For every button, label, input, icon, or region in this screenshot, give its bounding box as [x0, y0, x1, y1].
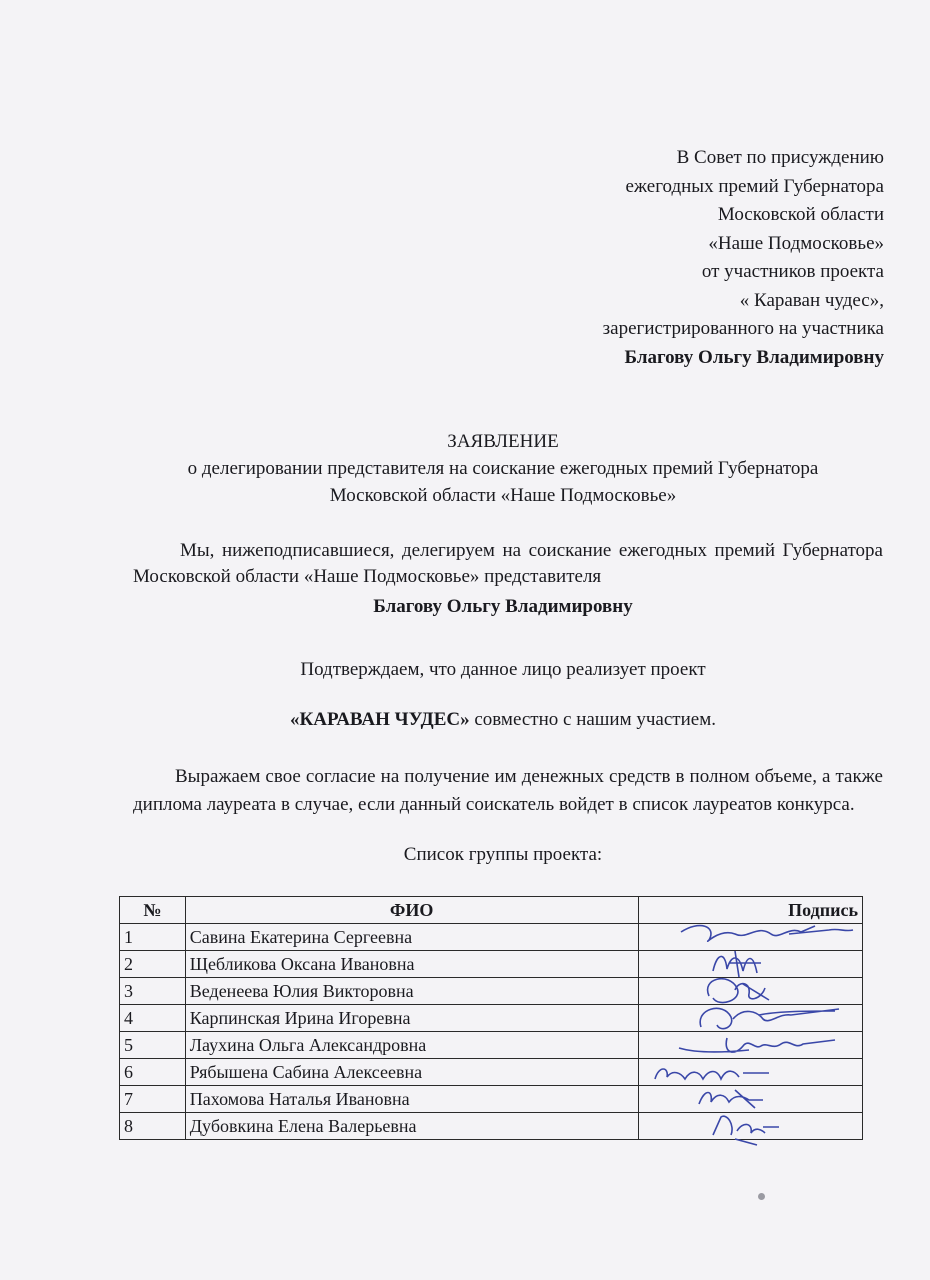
- header-signature: Подпись: [638, 897, 862, 924]
- title-line-1: о делегировании представителя на соискание ежегодных премий Губернатора: [187, 458, 819, 479]
- addressee-line: зарегистрированного на участника: [602, 318, 884, 339]
- addressee-block: [603, 144, 884, 372]
- row-number: 5: [120, 1032, 186, 1059]
- addressee-name: Благову Ольгу Владимировну: [624, 346, 884, 368]
- project-line: [120, 709, 886, 731]
- paper-speck: [758, 1193, 765, 1200]
- addressee-line: ежегодных премий Губернатора: [625, 175, 884, 197]
- table-row: [120, 1113, 863, 1140]
- representative-name: Благову Ольгу Владимировну: [373, 596, 633, 617]
- row-number: 7: [120, 1086, 186, 1113]
- title-line-2: Московской области «Наше Подмосковье»: [329, 485, 677, 506]
- confirmation-line: Подтверждаем, что данное лицо реализует проект: [300, 659, 706, 680]
- row-number: 3: [120, 978, 186, 1005]
- list-title: Список группы проекта:: [403, 844, 603, 865]
- addressee-line: «Наше Подмосковье»: [708, 232, 884, 254]
- header-fio: ФИО: [185, 897, 638, 924]
- addressee-line: Московской области: [717, 204, 884, 225]
- signature-mark: [639, 1105, 869, 1147]
- row-fio: Савина Екатерина Сергеевна: [185, 924, 638, 951]
- addressee-line: В Совет по присуждению: [676, 147, 884, 168]
- row-number: 4: [120, 1005, 186, 1032]
- delegation-paragraph: Мы, нижеподписавшиеся, делегируем на соискание ежегодных премий Губернатора Московской области «Наше Подмосковье» представителя: [133, 540, 883, 587]
- members-table: [119, 896, 863, 1140]
- row-fio: Лаухина Ольга Александровна: [185, 1032, 638, 1059]
- row-fio: Пахомова Наталья Ивановна: [185, 1086, 638, 1113]
- row-fio: Дубовкина Елена Валерьевна: [185, 1113, 638, 1140]
- consent-paragraph: Выражаем свое согласие на получение им денежных средств в полном объеме, а также диплома лауреата в случае, если данный соискатель войдет в список лауреатов конкурса.: [133, 766, 883, 815]
- row-fio: Веденеева Юлия Викторовна: [185, 978, 638, 1005]
- header-number: №: [120, 897, 186, 924]
- project-name: «КАРАВАН ЧУДЕС»: [290, 709, 470, 730]
- title-heading: ЗАЯВЛЕНИЕ: [447, 431, 559, 452]
- row-fio: Рябышена Сабина Алексеевна: [185, 1059, 638, 1086]
- row-number: 8: [120, 1113, 186, 1140]
- row-fio: Щебликова Оксана Ивановна: [185, 951, 638, 978]
- row-number: 6: [120, 1059, 186, 1086]
- signature-cell: [638, 1113, 862, 1140]
- document-title: [120, 428, 886, 509]
- addressee-line: от участников проекта: [701, 261, 884, 282]
- row-number: 1: [120, 924, 186, 951]
- addressee-line: « Караван чудес»,: [739, 289, 884, 311]
- row-number: 2: [120, 951, 186, 978]
- row-fio: Карпинская Ирина Игоревна: [185, 1005, 638, 1032]
- project-rest: совместно с нашим участием.: [469, 709, 716, 730]
